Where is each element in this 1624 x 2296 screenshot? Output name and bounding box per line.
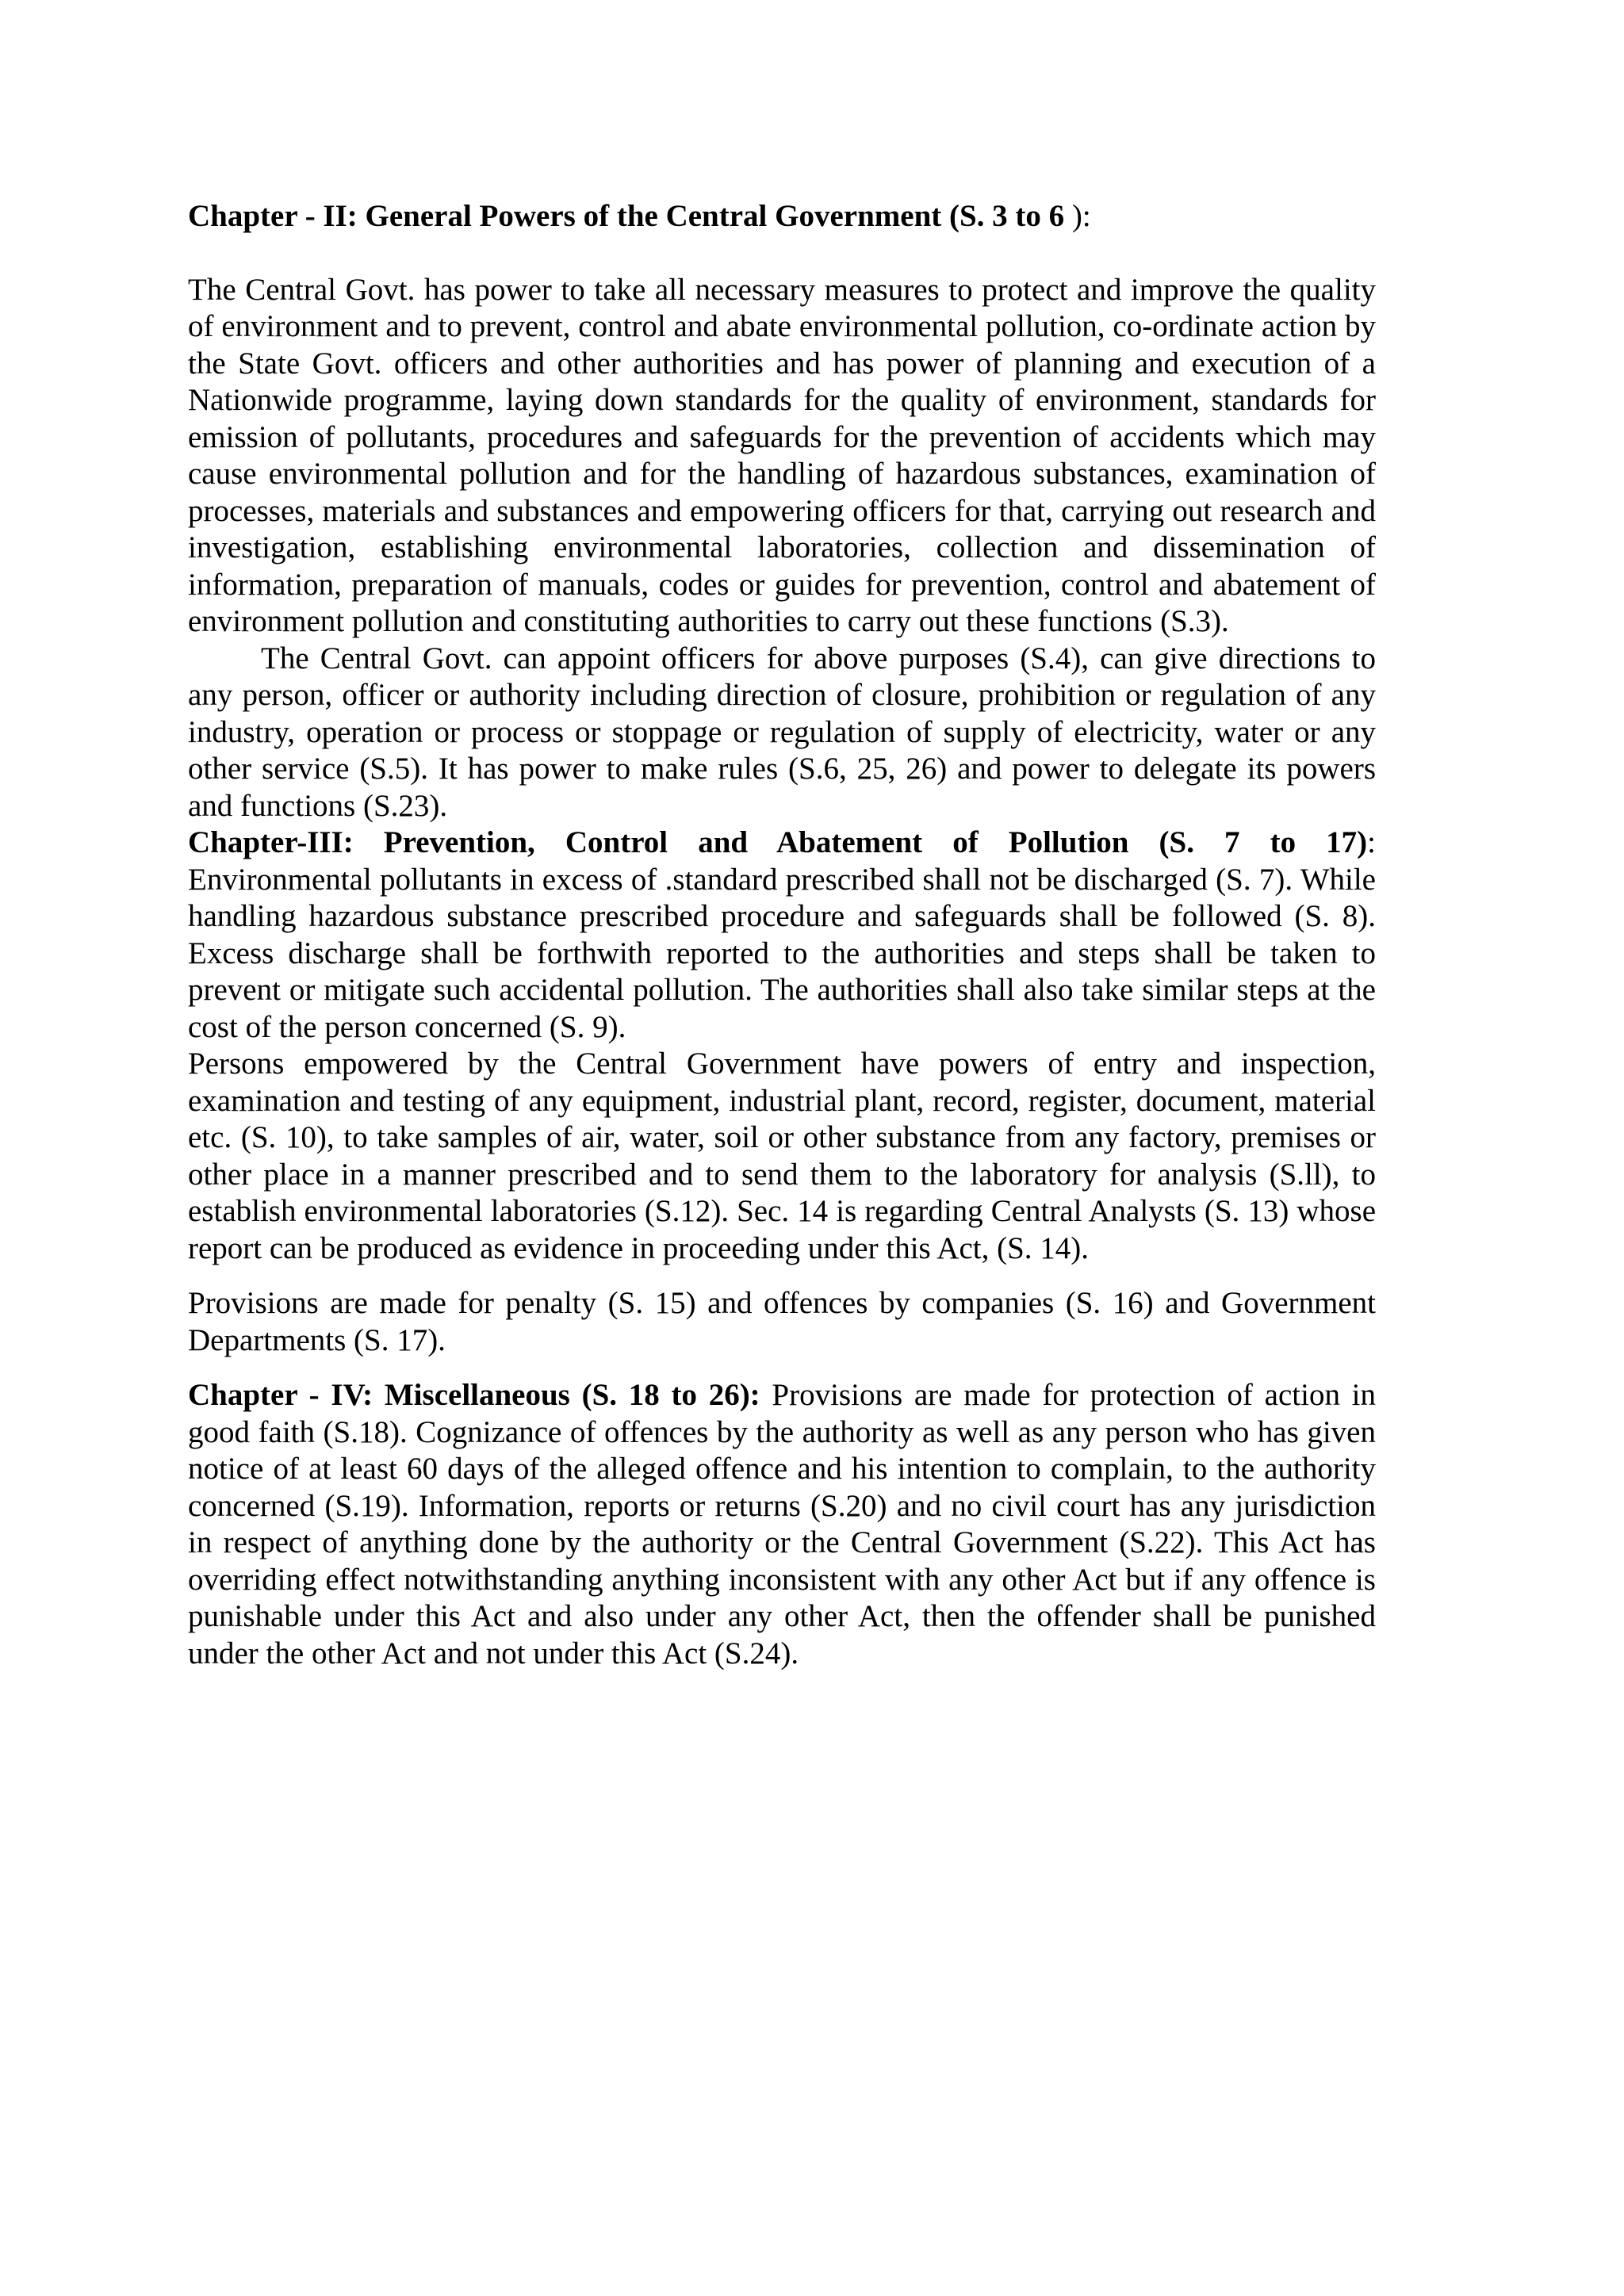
chapter-3-paragraph-1 (188, 825, 1376, 1046)
chapter-4-heading: Chapter - IV: Miscellaneous (S. 18 to 26): (188, 1378, 760, 1412)
chapter-3-paragraph-1-text: Environmental pollutants in excess of .standard prescribed shall not be discharged (S. 7). While handling hazardous substance prescribed procedure and safeguards shall be followed (S. 8). Excess discharge shall be forthwith reported to the authorities and steps shall be taken to prevent or mitigate such accidental pollution. The authorities shall also take similar steps at the cost of the person concerned (S. 9). (188, 862, 1376, 1044)
chapter-2-heading-bold: Chapter - II: General Powers of the Central Government (S. 3 to 6 (188, 199, 1065, 233)
chapter-4-paragraph-1 (188, 1377, 1376, 1672)
chapter-3-heading-tail: : (1367, 825, 1376, 859)
chapter-2-paragraph-2: The Central Govt. can appoint officers for above purposes (S.4), can give directions to any person, officer or authority including direction of closure, prohibition or regulation of any industry, operation or process or stoppage or regulation of supply of electricity, water or any other service (S.5). It has power to make rules (S.6, 25, 26) and power to delegate its powers and functions (S.23). (188, 641, 1376, 823)
chapter-3-paragraph-2: Persons empowered by the Central Government have powers of entry and inspection, examination and testing of any equipment, industrial plant, record, register, document, material etc. (S. 10), to take samples of air, water, soil or other substance from any factory, premises or other place in a manner prescribed and to send them to the laboratory for analysis (S.ll), to establish environmental laboratories (S.12). Sec. 14 is regarding Central Analysts (S. 13) whose report can be produced as evidence in proceeding under this Act, (S. 14). (188, 1047, 1376, 1265)
chapter-3-heading-bold: Chapter-III: Prevention, Control and Abatement of Pollution (S. 7 to 17) (188, 825, 1368, 859)
document-page (188, 198, 1376, 1672)
chapter-4-paragraph-1-text: Provisions are made for protection of action in good faith (S.18). Cognizance of offences by the authority as well as any person who has given notice of at least 60 days of the alleged offence and his intention to complain, to the authority concerned (S.19). Information, reports or returns (S.20) and no civil court has any jurisdiction in respect of anything done by the authority or the Central Government (S.22). This Act has overriding effect notwithstanding anything inconsistent with any other Act but if any offence is punishable under this Act and also under any other Act, then the offender shall be punished under the other Act and not under this Act (S.24). (188, 1378, 1377, 1670)
chapter-2-heading-tail: ): (1064, 199, 1091, 233)
chapter-2-paragraph-1: The Central Govt. has power to take all necessary measures to protect and improve the quality of environment and to prevent, control and abate environmental pollution, co-ordinate action by the State Govt. officers and other authorities and has power of planning and execution of a Nationwide programme, laying down standards for the quality of environment, standards for emission of pollutants, procedures and safeguards for the prevention of accidents which may cause environmental pollution and for the handling of hazardous substances, examination of processes, materials and substances and empowering officers for that, carrying out research and investigation, establishing environmental laboratories, collection and dissemination of information, preparation of manuals, codes or guides for prevention, control and abatement of environment pollution and constituting authorities to carry out these functions (S.3). (188, 272, 1376, 638)
chapter-2-heading (188, 198, 1376, 235)
chapter-3-paragraph-3: Provisions are made for penalty (S. 15) and offences by companies (S. 16) and Government Departments (S. 17). (188, 1286, 1376, 1357)
chapter-3-heading (188, 825, 1367, 859)
